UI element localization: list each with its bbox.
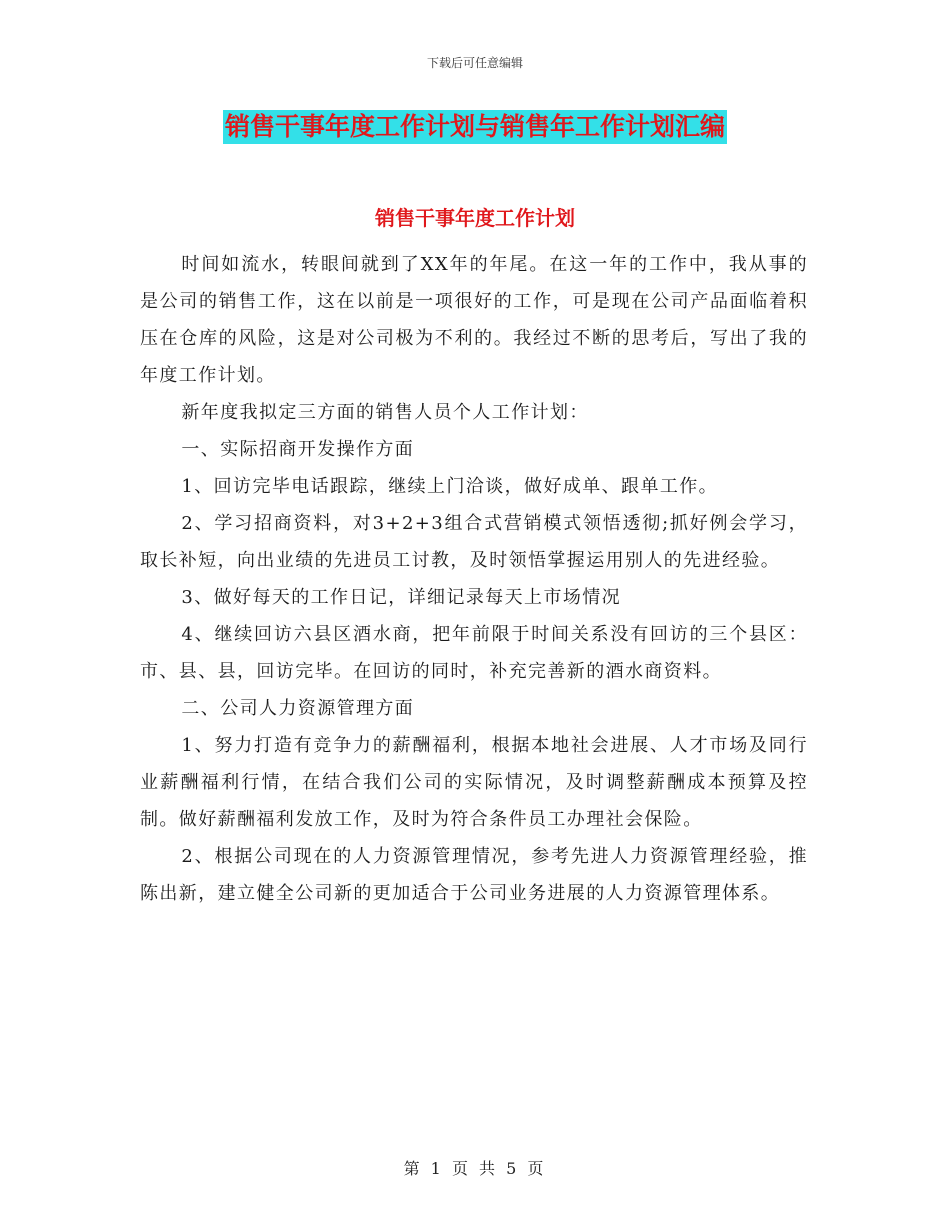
paragraph: 2、根据公司现在的人力资源管理情况，参考先进人力资源管理经验，推陈出新，建立健全公司新的更加适合于公司业务进展的人力资源管理体系。 <box>140 846 808 904</box>
paragraph: 3、做好每天的工作日记，详细记录每天上市场情况 <box>181 587 622 608</box>
paragraph: 1、努力打造有竞争力的薪酬福利，根据本地社会进展、人才市场及同行业薪酬福利行情，在结合我们公司的实际情况，及时调整薪酬成本预算及控制。做好薪酬福利发放工作，及时为符合条件员工办理社会保险。 <box>140 735 808 830</box>
paragraph: 4、继续回访六县区酒水商，把年前限于时间关系没有回访的三个县区：市、县、县，回访完毕。在回访的同时，补充完善新的酒水商资料。 <box>140 624 808 682</box>
document-title <box>0 110 950 144</box>
paragraph: 1、回访完毕电话跟踪，继续上门洽谈，做好成单、跟单工作。 <box>181 476 719 497</box>
document-body <box>140 246 808 912</box>
document-title-text: 销售干事年度工作计划与销售年工作计划汇编 <box>223 110 727 144</box>
paragraph: 二、公司人力资源管理方面 <box>181 698 415 719</box>
paragraph: 时间如流水，转眼间就到了XX年的年尾。在这一年的工作中，我从事的是公司的销售工作，这在以前是一项很好的工作，可是现在公司产品面临着积压在仓库的风险，这是对公司极为不利的。我经过不断的思考后，写出了我的年度工作计划。 <box>140 254 808 386</box>
page-header: 下载后可任意编辑 <box>426 56 523 70</box>
section-title: 销售干事年度工作计划 <box>375 206 575 230</box>
paragraph: 一、实际招商开发操作方面 <box>181 439 415 460</box>
page-footer: 第 1 页 共 5 页 <box>403 1159 547 1178</box>
paragraph: 新年度我拟定三方面的销售人员个人工作计划： <box>181 402 589 423</box>
paragraph: 2、学习招商资料，对3+2+3组合式营销模式领悟透彻;抓好例会学习，取长补短，向出业绩的先进员工讨教，及时领悟掌握运用别人的先进经验。 <box>140 513 808 571</box>
